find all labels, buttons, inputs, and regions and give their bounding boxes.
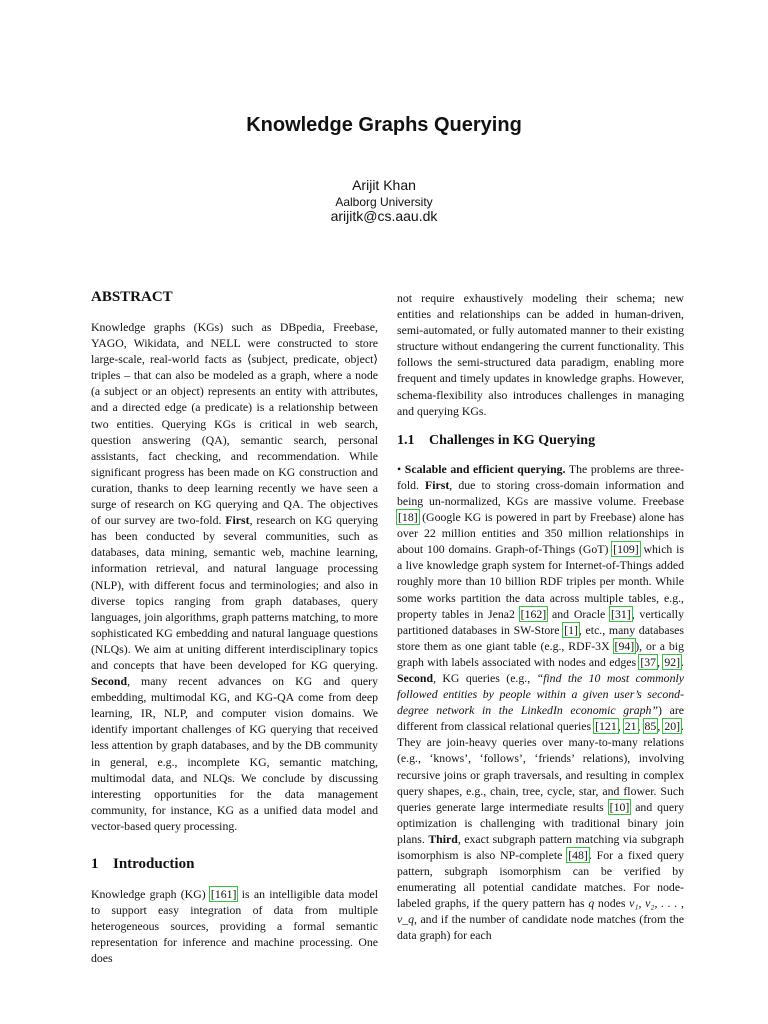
- challenges-text: . They are join-heavy queries over many-to-many relations (e.g., ‘knows’, ‘follows’, ‘friends’ relations), involving recursive joins or graph traversals, and resulting in complex query shapes, e.g., chain, tree, cycle, star, and flower. Such queries generate large intermediate results: [397, 719, 684, 814]
- paper-title: Knowledge Graphs Querying: [246, 114, 522, 136]
- abstract-first-label: First: [225, 513, 250, 528]
- citation-1[interactable]: [1]: [564, 622, 578, 637]
- challenges-text: , KG queries (e.g.,: [433, 670, 537, 685]
- citation-121[interactable]: [121: [595, 719, 617, 734]
- challenges-text: . For a fixed query pattern, subgraph isomorphism can be verified by enumerating all potential candidate matches. For node-labeled graphs, if the query pattern has: [397, 848, 684, 911]
- intro-paragraph: [91, 886, 378, 966]
- challenges-text: The problems are three-fold.: [397, 461, 684, 492]
- abstract-text-2: , research on KG querying has been conducted by several communities, such as databases, data mining, semantic web, machine learning, information retrieval, and natural language processing (NLP), with different focus and terminologies; and also in diverse topics ranging from graph databases, query languages, join algorithms, graph patterns matching, to more sophisticated KG embedding and natural language questions (NLQs). We aim at uniting different interdisciplinary topics and concepts that have been developed for KG querying.: [91, 513, 379, 672]
- challenges-paragraph: • Scalable and efficient querying. The problems are three-fold. First, due to storing cross-domain information and being un-normalized, KGs are massive volume. Freebase [18] (Google KG is powered in part by Freebase) alone has over 22 million entities and 350 million relationships in about 100 domains. Graph-of-Things (GoT) [109] which is a live knowledge graph system for Internet-of-Things added roughly more than 10 billion RDF triples per month. While some works partition the data across multiple tables, e.g., property tables in Jena2 [162] and Oracle [31], vertically partitioned databases in SW-Store [1], etc., many databases store them as one giant table (e.g., RDF-3X [94]), or a big graph with labels associated with nodes and edges [37, 92]. Second, KG queries (e.g., “find the 10 most commonly followed entities by people within a given user’s second-degree network in the LinkedIn economic graph”) are different from classical relational queries [121, 21, 85, 20]. They are join-heavy queries over many-to-many relations (e.g., ‘knows’, ‘follows’, ‘friends’ relations), involving recursive joins or graph traversals, and resulting in complex query shapes, e.g., chain, tree, cycle, star, and flower. Such queries generate large intermediate results [10] and query optimization is challenging with traditional binary join plans. Third, exact subgraph pattern matching via subgraph isomorphism is also NP-complete [48]. For a fixed query pattern, subgraph isomorphism can be verified by enumerating all potential candidate matches. For node-labeled graphs, if the query pattern has q nodes v₁, v₂, . . . , v_q, and if the number of candidate node matches (from the data graph) for each: [397, 461, 685, 943]
- citation-18[interactable]: [18]: [398, 510, 418, 525]
- citation-92[interactable]: 92]: [664, 654, 681, 669]
- challenges-text: ) are different from classical relational queries: [397, 703, 685, 734]
- intro-continued-paragraph: not require exhaustively modeling their schema; new entities and relationships can be added in human-driven, semi-automated, or fully automated manner to their existing structure without endangering the current functionality. This follows the semi-structured data paradigm, enabling more frequent and timely updates in knowledge graphs. However, schema-flexibility also introduces challenges in managing and querying KGs.: [397, 291, 684, 418]
- challenges-quote: “find the 10 most commonly followed entities by people within a given user’s second-degree network in the LinkedIn economic graph”: [397, 670, 684, 718]
- author-affiliation: Aalborg University: [335, 195, 433, 209]
- challenges-text: , vertically partitioned databases in SW-Store: [397, 606, 684, 637]
- math-q: q: [588, 896, 595, 911]
- challenges-text: .: [681, 654, 684, 669]
- intro-text-1: Knowledge graph (KG): [91, 887, 210, 901]
- challenges-lead: Scalable and efficient querying.: [404, 461, 566, 476]
- challenges-first: First: [425, 477, 450, 492]
- section-gap: [91, 834, 378, 854]
- intro-number: 1: [91, 856, 99, 872]
- abstract-heading: ABSTRACT: [91, 289, 173, 305]
- citation-85[interactable]: 85: [644, 719, 657, 734]
- math-vars: v₁, v₂, . . . , v_q: [397, 896, 685, 927]
- citation-21[interactable]: 21: [624, 719, 637, 734]
- citation-20[interactable]: 20]: [664, 719, 681, 734]
- abstract-paragraph: [91, 319, 378, 834]
- intro-text-2: is an intelligible data model to support easy integration of data from multiple heterogeneous sources, providing a formal semantic representation for inference and machine processing. One does: [91, 887, 378, 966]
- challenges-text: , etc., many databases store them as one giant table (e.g., RDF-3X: [397, 622, 684, 653]
- challenges-heading: [397, 431, 684, 451]
- challenges-text: and Oracle: [547, 606, 611, 621]
- challenges-text: and query optimization is challenging with traditional binary join plans.: [397, 799, 684, 846]
- challenges-second: Second: [397, 670, 434, 685]
- author-name: Arijit Khan: [352, 177, 416, 193]
- challenges-text: which is a live knowledge graph system for Internet-of-Things added roughly more than 10 billion RDF triples per month. While some works partition the data across multiple tables, e.g., property tables in Jena2: [397, 542, 684, 621]
- citation-162[interactable]: [162]: [520, 606, 547, 621]
- challenges-third: Third: [428, 831, 458, 846]
- citation-37[interactable]: [37: [640, 654, 657, 669]
- author-email[interactable]: arijitk@cs.aau.dk: [330, 208, 438, 224]
- citation-31[interactable]: [31]: [611, 606, 631, 621]
- abstract-second-label: Second: [91, 674, 128, 689]
- challenges-text: nodes: [594, 896, 630, 911]
- intro-title: Introduction: [113, 856, 195, 872]
- abstract-text-1: Knowledge graphs (KGs) such as DBpedia, Freebase, YAGO, Wikidata, and NELL were constructed to store large-scale, real-world facts as ⟨subject, predicate, object⟩ triples – that can also be modeled as a graph, where a node (a subject or an object) represents an entity with attributes, and a directed edge (a predicate) is a relationship between two entities. Querying KGs is critical in web search, question answering (QA), semantic search, personal assistants, fact checking, and recommendation. While significant progress has been made on KG construction and curation, thanks to deep learning recently we have seen a surge of research on KG querying and QA. The objectives of our survey are two-fold.: [91, 320, 378, 528]
- challenges-text: , exact subgraph pattern matching via subgraph isomorphism is also NP-complete: [397, 831, 684, 862]
- citation-94[interactable]: [94]: [614, 638, 635, 653]
- citation-161[interactable]: [161]: [210, 887, 237, 901]
- challenges-text: ), or a big graph with labels associated with nodes and edges: [397, 638, 684, 669]
- intro-heading: [91, 854, 378, 874]
- challenges-text: , and if the number of candidate node matches (from the data graph) for each: [397, 912, 684, 943]
- citation-10[interactable]: [10]: [609, 799, 630, 814]
- left-column: [91, 287, 378, 966]
- challenges-title: Challenges in KG Querying: [429, 432, 596, 448]
- citation-48[interactable]: [48]: [568, 848, 588, 862]
- challenges-number: 1.1: [397, 432, 415, 448]
- abstract-text-3: , many recent advances on KG and query embedding, multimodal KG, and KG-QA come from deep learning, IR, NLP, and computer vision domains. We identify important challenges of KG querying that received less attention by graph databases, and by the DB community in general, e.g., incomplete KG, semantic matching, multimodal data, and NLQs. We conclude by discussing interesting opportunities for the data management community, for instance, KG as a unified data model and vector-based query processing.: [91, 674, 378, 833]
- challenges-text: (Google KG is powered in part by Freebase) alone has over 22 million entities and 350 million relationships in about 100 domains. Graph-of-Things (GoT): [397, 510, 684, 557]
- challenges-text: , due to storing cross-domain information and being un-normalized, KGs are massive volume. Freebase: [397, 477, 684, 508]
- citation-109[interactable]: [109]: [613, 542, 639, 557]
- right-column: [397, 290, 684, 944]
- bullet: •: [397, 461, 402, 476]
